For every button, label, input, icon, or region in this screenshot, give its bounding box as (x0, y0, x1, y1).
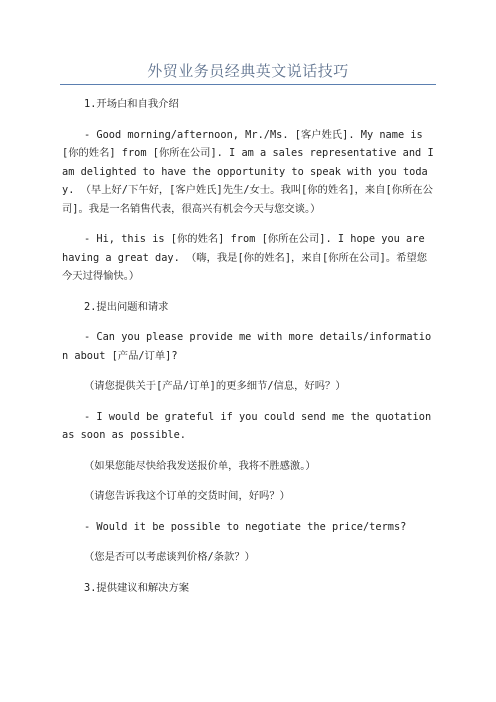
document-body (62, 95, 434, 609)
section-heading: 1.开场白和自我介绍 (84, 98, 179, 110)
paragraph: - Hi, this is [你的姓名] from [你所在公司]. I hope you are having a great day. （嗨，我是[你的姓名]，来自[你所在公司]。希望您今天过得愉快。） (62, 233, 428, 282)
paragraph: （请您提供关于[产品/订单]的更多细节/信息，好吗？） (84, 380, 346, 392)
document-title: 外贸业务员经典英文说话技巧 (147, 62, 349, 80)
paragraph: - Would it be possible to negotiate the price/terms? (84, 520, 407, 533)
section-heading: 2.提出问题和请求 (84, 300, 169, 313)
paragraph: （如果您能尽快给我发送报价单，我将不胜感激。） (84, 459, 316, 472)
paragraph: - I would be grateful if you could send me the quotation as soon as possible. (62, 410, 432, 441)
paragraph: - Good morning/afternoon, Mr./Ms. [客户姓氏]. My name is [你的姓名] from [你所在公司]. I am a sales representative and I am delighted to have the opportunity to speak with you today. （早上好/下午好，[客户姓氏]先生/女士。我叫[你的姓名]，来自[你所在公司]。我是一名销售代表，很高兴有机会今天与您交谈。） (62, 128, 434, 215)
paragraph: - Can you please provide me with more details/information about [产品/订单]? (62, 331, 432, 362)
paragraph: （您是否可以考虑谈判价格/条款？） (84, 551, 255, 563)
title-divider (60, 84, 436, 85)
section-heading: 3.提供建议和解决方案 (84, 581, 190, 594)
paragraph: （请您告诉我这个订单的交货时间，好吗？） (84, 490, 290, 502)
